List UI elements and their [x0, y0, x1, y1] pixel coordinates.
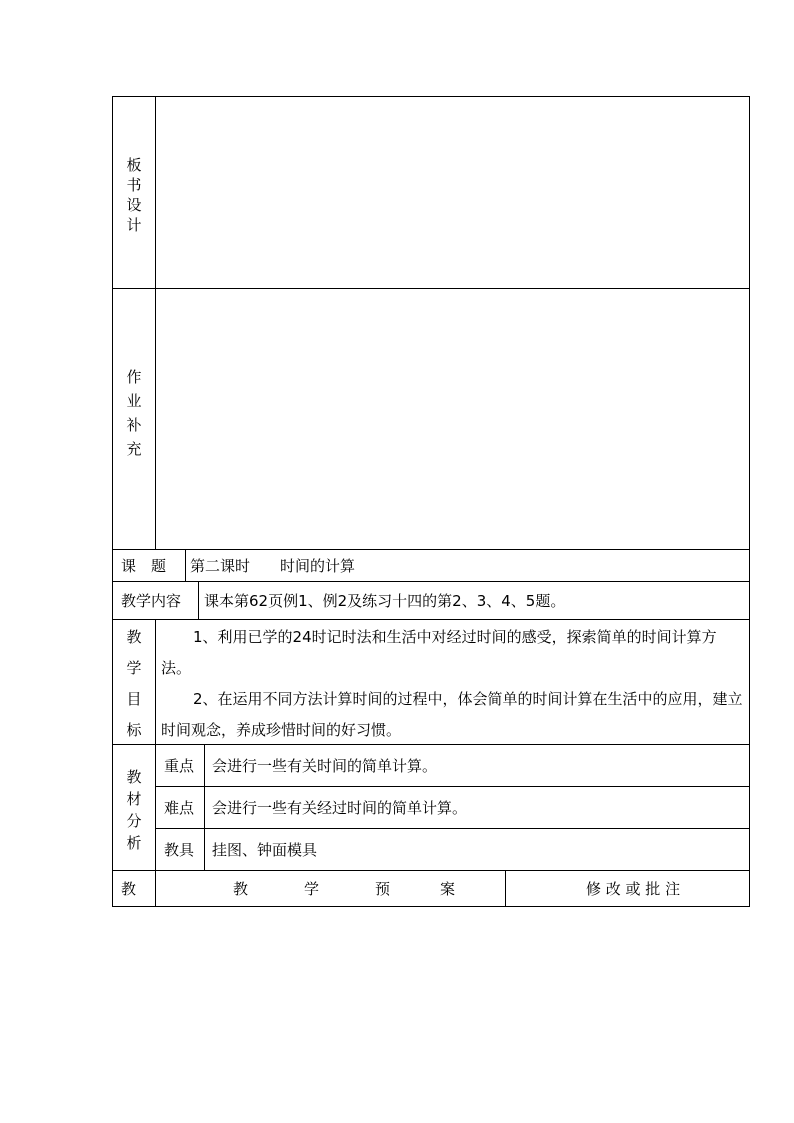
homework-label-cell — [112, 288, 156, 550]
footer-notes-label: 修 改 或 批 注 — [586, 880, 681, 898]
homework-label-char: 补 — [126, 416, 142, 434]
analysis-tools-label: 教具 — [164, 841, 195, 859]
goal-item: 2、在运用不同方法计算时间的过程中，体会简单的时间计算在生活中的应用，建立时间观念，养成珍惜时间的好习惯。 — [161, 690, 743, 739]
goals-content-cell[interactable] — [155, 619, 750, 745]
footer-plan-char: 学 — [304, 880, 320, 898]
homework-label-char: 充 — [126, 440, 142, 458]
goals-label-char: 目 — [126, 690, 142, 708]
footer-plan-char: 教 — [233, 880, 249, 898]
topic-value: 第二课时 时间的计算 — [190, 557, 356, 575]
analysis-difficulty-label: 难点 — [164, 799, 195, 817]
footer-plan-char: 案 — [440, 880, 456, 898]
footer-col1-cell — [112, 870, 156, 907]
analysis-tools-value-cell[interactable] — [204, 828, 750, 871]
board-design-label-cell — [112, 96, 156, 289]
content-value: 课本第62页例1、例2及练习十四的第2、3、4、5题。 — [204, 592, 566, 610]
homework-label-char: 业 — [126, 392, 142, 410]
analysis-label-char: 教 — [126, 768, 142, 786]
homework-label-char: 作 — [126, 368, 142, 386]
analysis-label — [124, 766, 144, 854]
analysis-key-value: 会进行一些有关时间的简单计算。 — [212, 757, 438, 775]
goals-label-char: 学 — [126, 659, 142, 677]
homework-content-cell[interactable] — [155, 288, 750, 550]
footer-notes-cell — [505, 870, 750, 907]
board-design-label — [124, 155, 144, 235]
board-design-label-char: 设 — [126, 196, 142, 214]
goal-item: 1、利用已学的24时记时法和生活中对经过时间的感受，探索简单的时间计算方法。 — [161, 628, 717, 677]
goals-label — [124, 622, 144, 746]
content-value-cell[interactable] — [198, 581, 750, 620]
analysis-label-char: 析 — [126, 834, 142, 852]
analysis-difficulty-value: 会进行一些有关经过时间的简单计算。 — [212, 799, 468, 817]
analysis-key-label: 重点 — [164, 757, 195, 775]
board-design-label-char: 书 — [126, 176, 142, 194]
analysis-difficulty-value-cell[interactable] — [204, 786, 750, 829]
board-design-content-cell[interactable] — [155, 96, 750, 289]
topic-label: 课 题 — [121, 557, 167, 575]
goals-label-cell — [112, 619, 156, 745]
topic-value-cell[interactable] — [185, 549, 750, 582]
board-design-label-char: 板 — [126, 156, 142, 174]
analysis-key-label-cell — [155, 744, 205, 787]
footer-col1-label: 教 — [121, 880, 137, 898]
analysis-difficulty-label-cell — [155, 786, 205, 829]
content-label: 教学内容 — [121, 592, 182, 610]
analysis-label-char: 分 — [126, 812, 142, 830]
analysis-label-char: 材 — [126, 790, 142, 808]
content-label-cell — [112, 581, 199, 620]
analysis-label-cell — [112, 744, 156, 871]
goals-label-char: 标 — [126, 721, 142, 739]
analysis-key-value-cell[interactable] — [204, 744, 750, 787]
footer-plan-char: 预 — [375, 880, 391, 898]
homework-label — [124, 365, 144, 461]
analysis-tools-label-cell — [155, 828, 205, 871]
footer-plan-cell — [155, 870, 506, 907]
topic-label-cell — [112, 549, 186, 582]
goals-label-char: 教 — [126, 628, 142, 646]
board-design-label-char: 计 — [126, 216, 142, 234]
analysis-tools-value: 挂图、钟面模具 — [212, 841, 318, 859]
